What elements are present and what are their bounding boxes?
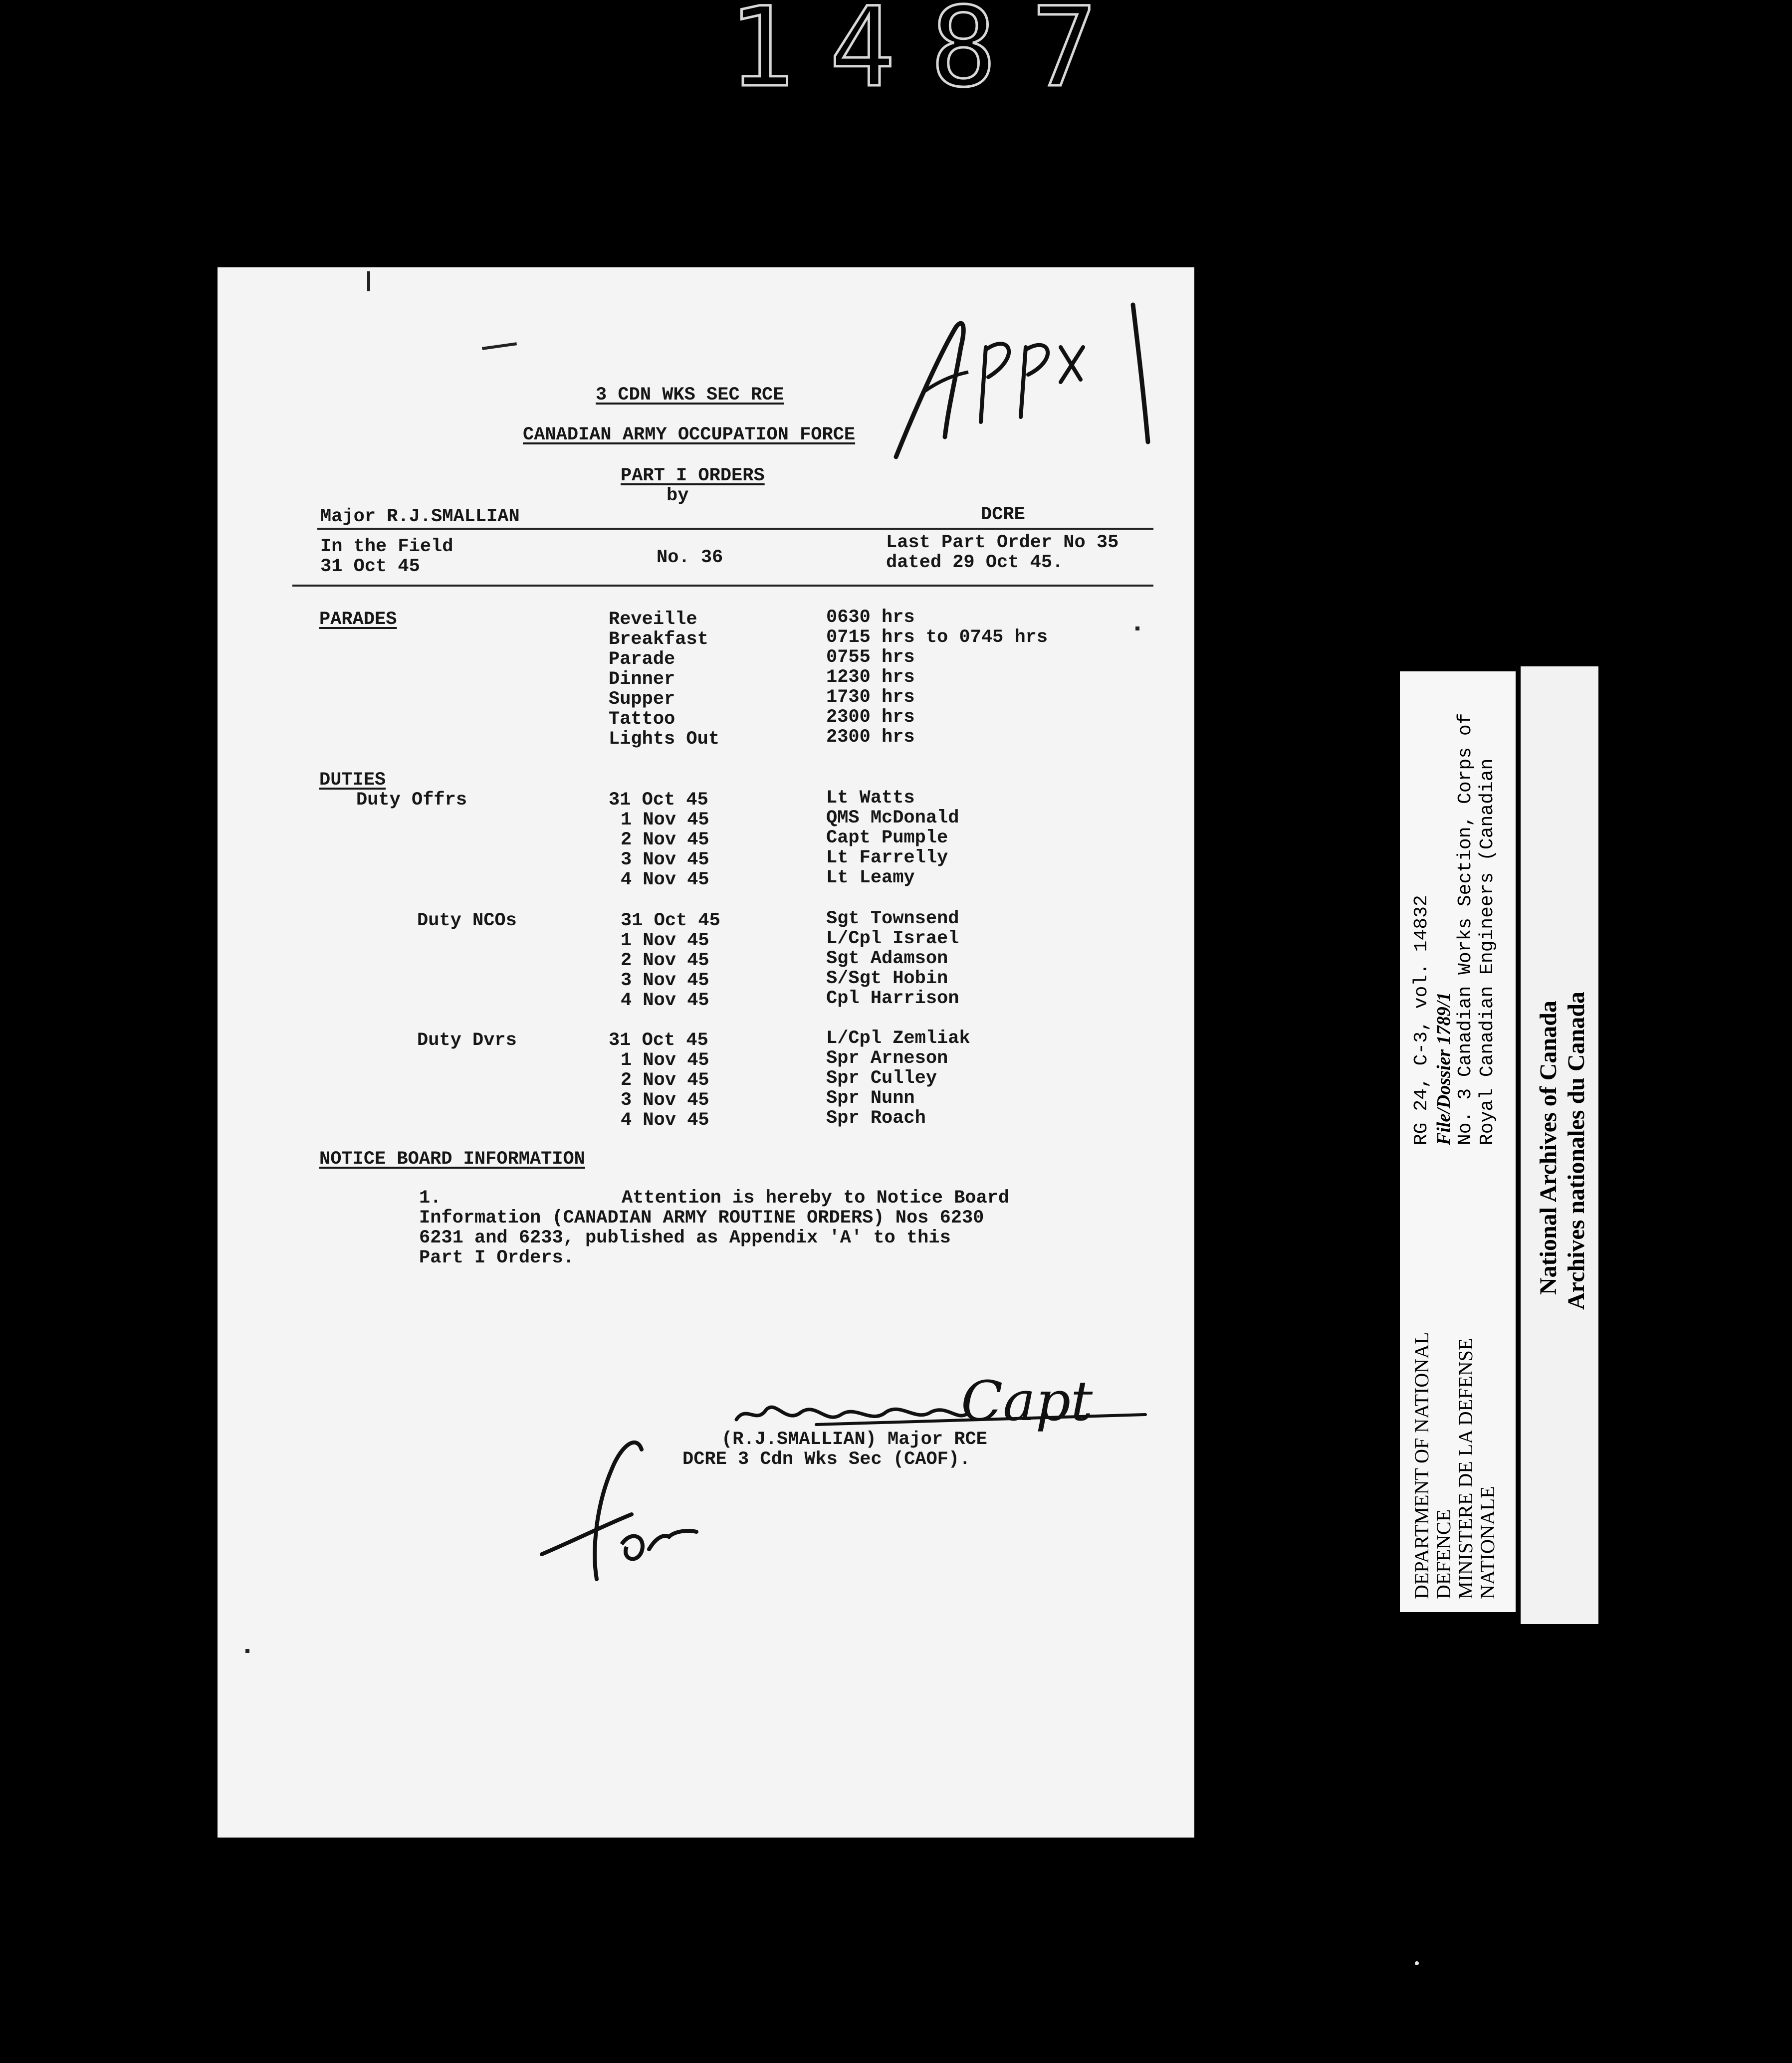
parade-event: Parade bbox=[609, 649, 675, 670]
order-number: No. 36 bbox=[657, 547, 723, 568]
paragraph-number: 1. bbox=[419, 1188, 442, 1209]
signature-name-line: (R.J.SMALLIAN) Major RCE bbox=[721, 1429, 987, 1450]
orders-title: PART I ORDERS bbox=[621, 465, 765, 486]
duty-name: L/Cpl Zemliak bbox=[826, 1028, 970, 1049]
parade-time: 1730 hrs bbox=[826, 687, 915, 708]
duty-name: Spr Arneson bbox=[826, 1048, 948, 1069]
duty-name: Lt Watts bbox=[826, 788, 915, 809]
duty-date: 2 Nov 45 bbox=[621, 829, 709, 850]
duty-date: 2 Nov 45 bbox=[621, 950, 709, 971]
parade-event: Reveille bbox=[609, 609, 697, 630]
notice-line: Information (CANADIAN ARMY ROUTINE ORDERS) Nos 6230 bbox=[419, 1208, 984, 1229]
archive-description: Royal Canadian Engineers (Canadian bbox=[1477, 758, 1498, 1145]
duty-date: 1 Nov 45 bbox=[621, 930, 709, 951]
duty-date: 1 Nov 45 bbox=[621, 810, 709, 830]
duty-name: Spr Nunn bbox=[826, 1088, 915, 1109]
department-line: NATIONALE bbox=[1476, 1486, 1499, 1599]
duty-date: 4 Nov 45 bbox=[621, 1110, 709, 1131]
institution-name-en: National Archives of Canada bbox=[1535, 1001, 1562, 1295]
duty-group-label: Duty Dvrs bbox=[417, 1030, 517, 1051]
header-rule-2 bbox=[292, 585, 1153, 587]
duty-date: 31 Oct 45 bbox=[621, 910, 720, 931]
notice-line: Part I Orders. bbox=[419, 1247, 574, 1268]
duty-name: Capt Pumple bbox=[826, 827, 948, 848]
last-order-date: dated 29 Oct 45. bbox=[886, 552, 1064, 573]
unit-title: 3 CDN WKS SEC RCE bbox=[596, 385, 784, 406]
duty-name: Lt Farrelly bbox=[826, 847, 948, 868]
duty-date: 4 Nov 45 bbox=[621, 990, 709, 1011]
archive-label-card bbox=[1400, 671, 1516, 1612]
parade-event: Breakfast bbox=[609, 629, 708, 650]
parade-time: 2300 hrs bbox=[826, 727, 915, 748]
officer-appointment: DCRE bbox=[981, 504, 1025, 525]
parades-heading: PARADES bbox=[319, 609, 397, 630]
duty-date: 3 Nov 45 bbox=[621, 970, 709, 991]
duty-date: 4 Nov 45 bbox=[621, 869, 709, 890]
parade-event: Supper bbox=[609, 689, 675, 710]
notice-board-heading: NOTICE BOARD INFORMATION bbox=[319, 1149, 585, 1170]
duty-date: 31 Oct 45 bbox=[609, 790, 708, 811]
duty-name: Sgt Townsend bbox=[826, 908, 959, 929]
department-line: DEPARTMENT OF NATIONAL bbox=[1410, 1332, 1433, 1599]
notice-line: 6231 and 6233, published as Appendix 'A' to this bbox=[419, 1228, 951, 1248]
parade-time: 1230 hrs bbox=[826, 667, 915, 688]
scan-speck bbox=[245, 1649, 249, 1653]
appendix-handwriting bbox=[881, 292, 1190, 462]
parade-event: Tattoo bbox=[609, 709, 675, 730]
scan-speck bbox=[1135, 626, 1139, 630]
duties-heading: DUTIES bbox=[319, 770, 386, 791]
force-title: CANADIAN ARMY OCCUPATION FORCE bbox=[523, 424, 856, 445]
duty-date: 31 Oct 45 bbox=[609, 1030, 708, 1051]
parade-time: 2300 hrs bbox=[826, 707, 915, 728]
for-handwriting bbox=[537, 1430, 716, 1594]
duty-date: 3 Nov 45 bbox=[621, 1090, 709, 1111]
department-line: MINISTERE DE LA DEFENSE bbox=[1454, 1338, 1477, 1599]
scan-mark bbox=[367, 271, 370, 291]
duty-name: Spr Roach bbox=[826, 1108, 926, 1129]
parade-time: 0755 hrs bbox=[826, 647, 915, 668]
duty-name: QMS McDonald bbox=[826, 808, 959, 828]
duty-date: 2 Nov 45 bbox=[621, 1070, 709, 1091]
institution-name-fr: Archives nationales du Canada bbox=[1563, 992, 1589, 1310]
duty-date: 1 Nov 45 bbox=[621, 1050, 709, 1071]
duty-name: S/Sgt Hobin bbox=[826, 968, 948, 989]
header-rule-1 bbox=[317, 528, 1153, 530]
order-date: 31 Oct 45 bbox=[320, 556, 420, 577]
archive-institution-strip bbox=[1521, 666, 1598, 1624]
duty-name: Sgt Adamson bbox=[826, 948, 948, 969]
scan-speck bbox=[1415, 1961, 1419, 1965]
archive-file-number: File/Dossier 1789/1 bbox=[1433, 992, 1454, 1145]
officer-name: Major R.J.SMALLIAN bbox=[320, 506, 520, 527]
duty-group-label: Duty Offrs bbox=[356, 790, 467, 811]
department-line: DEFENCE bbox=[1432, 1509, 1455, 1599]
parade-time: 0715 hrs to 0745 hrs bbox=[826, 627, 1048, 648]
duty-date: 3 Nov 45 bbox=[621, 849, 709, 870]
orders-by: by bbox=[667, 485, 689, 506]
last-order: Last Part Order No 35 bbox=[886, 532, 1119, 553]
notice-line: Attention is hereby to Notice Board bbox=[622, 1188, 1010, 1209]
duty-name: Spr Culley bbox=[826, 1068, 937, 1089]
signature-title-line: DCRE 3 Cdn Wks Sec (CAOF). bbox=[682, 1449, 971, 1470]
archive-description: No. 3 Canadian Works Section, Corps of bbox=[1455, 713, 1476, 1145]
parade-event: Lights Out bbox=[609, 729, 720, 750]
duty-name: Cpl Harrison bbox=[826, 988, 959, 1009]
duty-name: L/Cpl Israel bbox=[826, 928, 959, 949]
document-page bbox=[218, 267, 1194, 1838]
duty-name: Lt Leamy bbox=[826, 867, 915, 888]
duty-group-label: Duty NCOs bbox=[417, 910, 517, 931]
archive-reference: RG 24, C-3, vol. 14832 bbox=[1411, 895, 1432, 1145]
parade-event: Dinner bbox=[609, 669, 675, 690]
frame-number: 1487 bbox=[728, 0, 1132, 111]
signature-rank-handwriting: Capt bbox=[961, 1369, 1093, 1433]
location: In the Field bbox=[320, 536, 453, 557]
parade-time: 0630 hrs bbox=[826, 607, 915, 628]
pen-stroke bbox=[482, 342, 517, 350]
